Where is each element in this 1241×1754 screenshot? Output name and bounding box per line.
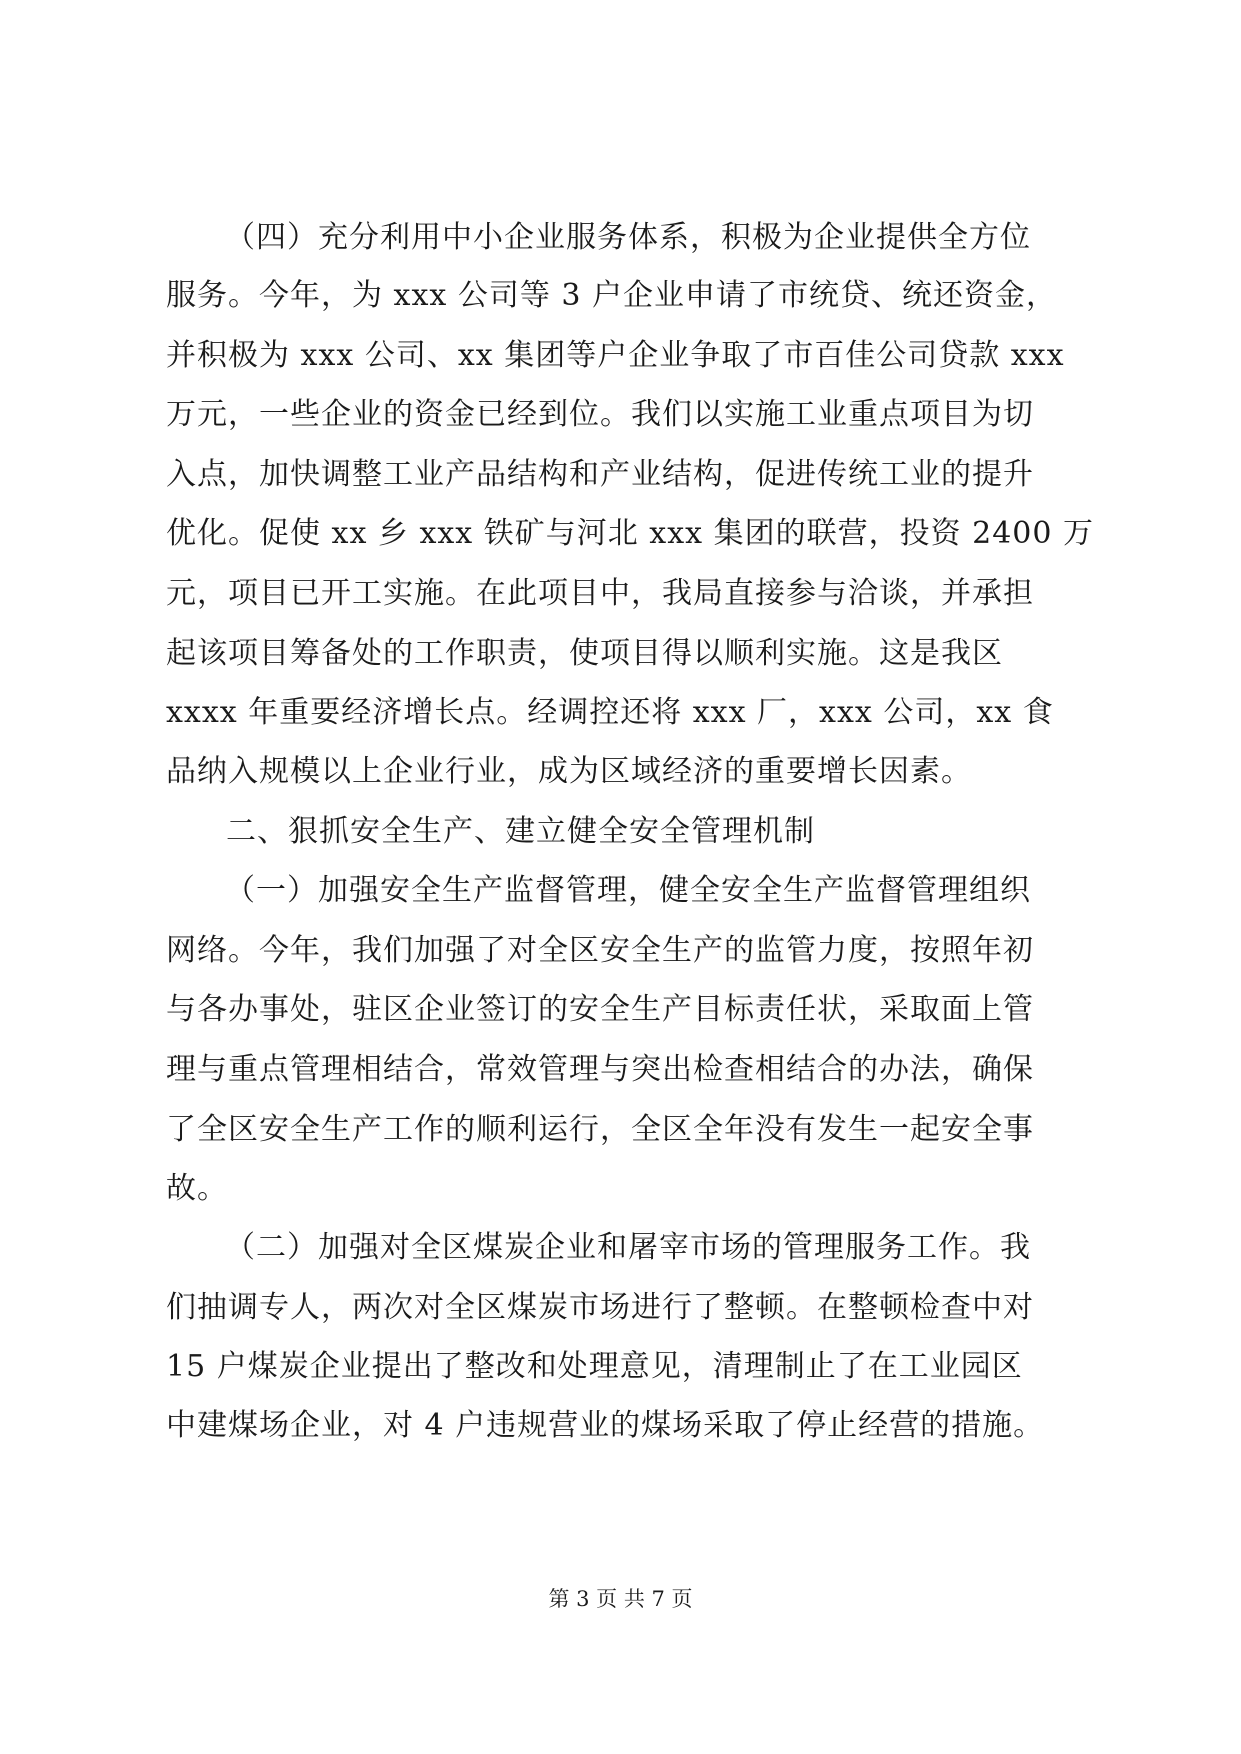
- text-line-12: （一）加强安全生产监督管理，健全安全生产监督管理组织: [225, 873, 1031, 908]
- text-line-20: 15 户煤炭企业提出了整改和处理意见，清理制止了在工业园区: [166, 1349, 1023, 1384]
- text-line-13: 网络。今年，我们加强了对全区安全生产的监管力度，按照年初: [166, 933, 1034, 968]
- text-line-18: （二）加强对全区煤炭企业和屠宰市场的管理服务工作。我: [225, 1230, 1031, 1265]
- page-number-footer: 第 3 页 共 7 页: [548, 1587, 693, 1611]
- text-line-9: xxxx 年重要经济增长点。经调控还将 xxx 厂，xxx 公司，xx 食: [166, 695, 1054, 730]
- text-line-7: 元，项目已开工实施。在此项目中，我局直接参与洽谈，并承担: [166, 576, 1034, 611]
- text-line-10: 品纳入规模以上企业行业，成为区域经济的重要增长因素。: [166, 754, 972, 789]
- section-heading: 二、狠抓安全生产、建立健全安全管理机制: [226, 814, 815, 849]
- text-line-17: 故。: [166, 1171, 228, 1206]
- text-line-3: 并积极为 xxx 公司、xx 集团等户企业争取了市百佳公司贷款 xxx: [166, 338, 1065, 373]
- text-line-4: 万元，一些企业的资金已经到位。我们以实施工业重点项目为切: [166, 397, 1034, 432]
- text-line-21: 中建煤场企业，对 4 户违规营业的煤场采取了停止经营的措施。: [166, 1408, 1045, 1443]
- text-line-1: （四）充分利用中小企业服务体系，积极为企业提供全方位: [225, 220, 1031, 255]
- text-line-15: 理与重点管理相结合，常效管理与突出检查相结合的办法，确保: [166, 1052, 1034, 1087]
- text-line-2: 服务。今年，为 xxx 公司等 3 户企业申请了市统贷、统还资金，: [166, 278, 1057, 313]
- text-line-6: 优化。促使 xx 乡 xxx 铁矿与河北 xxx 集团的联营，投资 2400 万: [166, 516, 1094, 551]
- text-line-5: 入点，加快调整工业产品结构和产业结构，促进传统工业的提升: [166, 457, 1034, 492]
- text-line-19: 们抽调专人，两次对全区煤炭市场进行了整顿。在整顿检查中对: [166, 1290, 1034, 1325]
- text-line-14: 与各办事处，驻区企业签订的安全生产目标责任状，采取面上管: [166, 992, 1034, 1027]
- text-line-16: 了全区安全生产工作的顺利运行，全区全年没有发生一起安全事: [166, 1112, 1034, 1147]
- text-line-8: 起该项目筹备处的工作职责，使项目得以顺利实施。这是我区: [166, 636, 1003, 671]
